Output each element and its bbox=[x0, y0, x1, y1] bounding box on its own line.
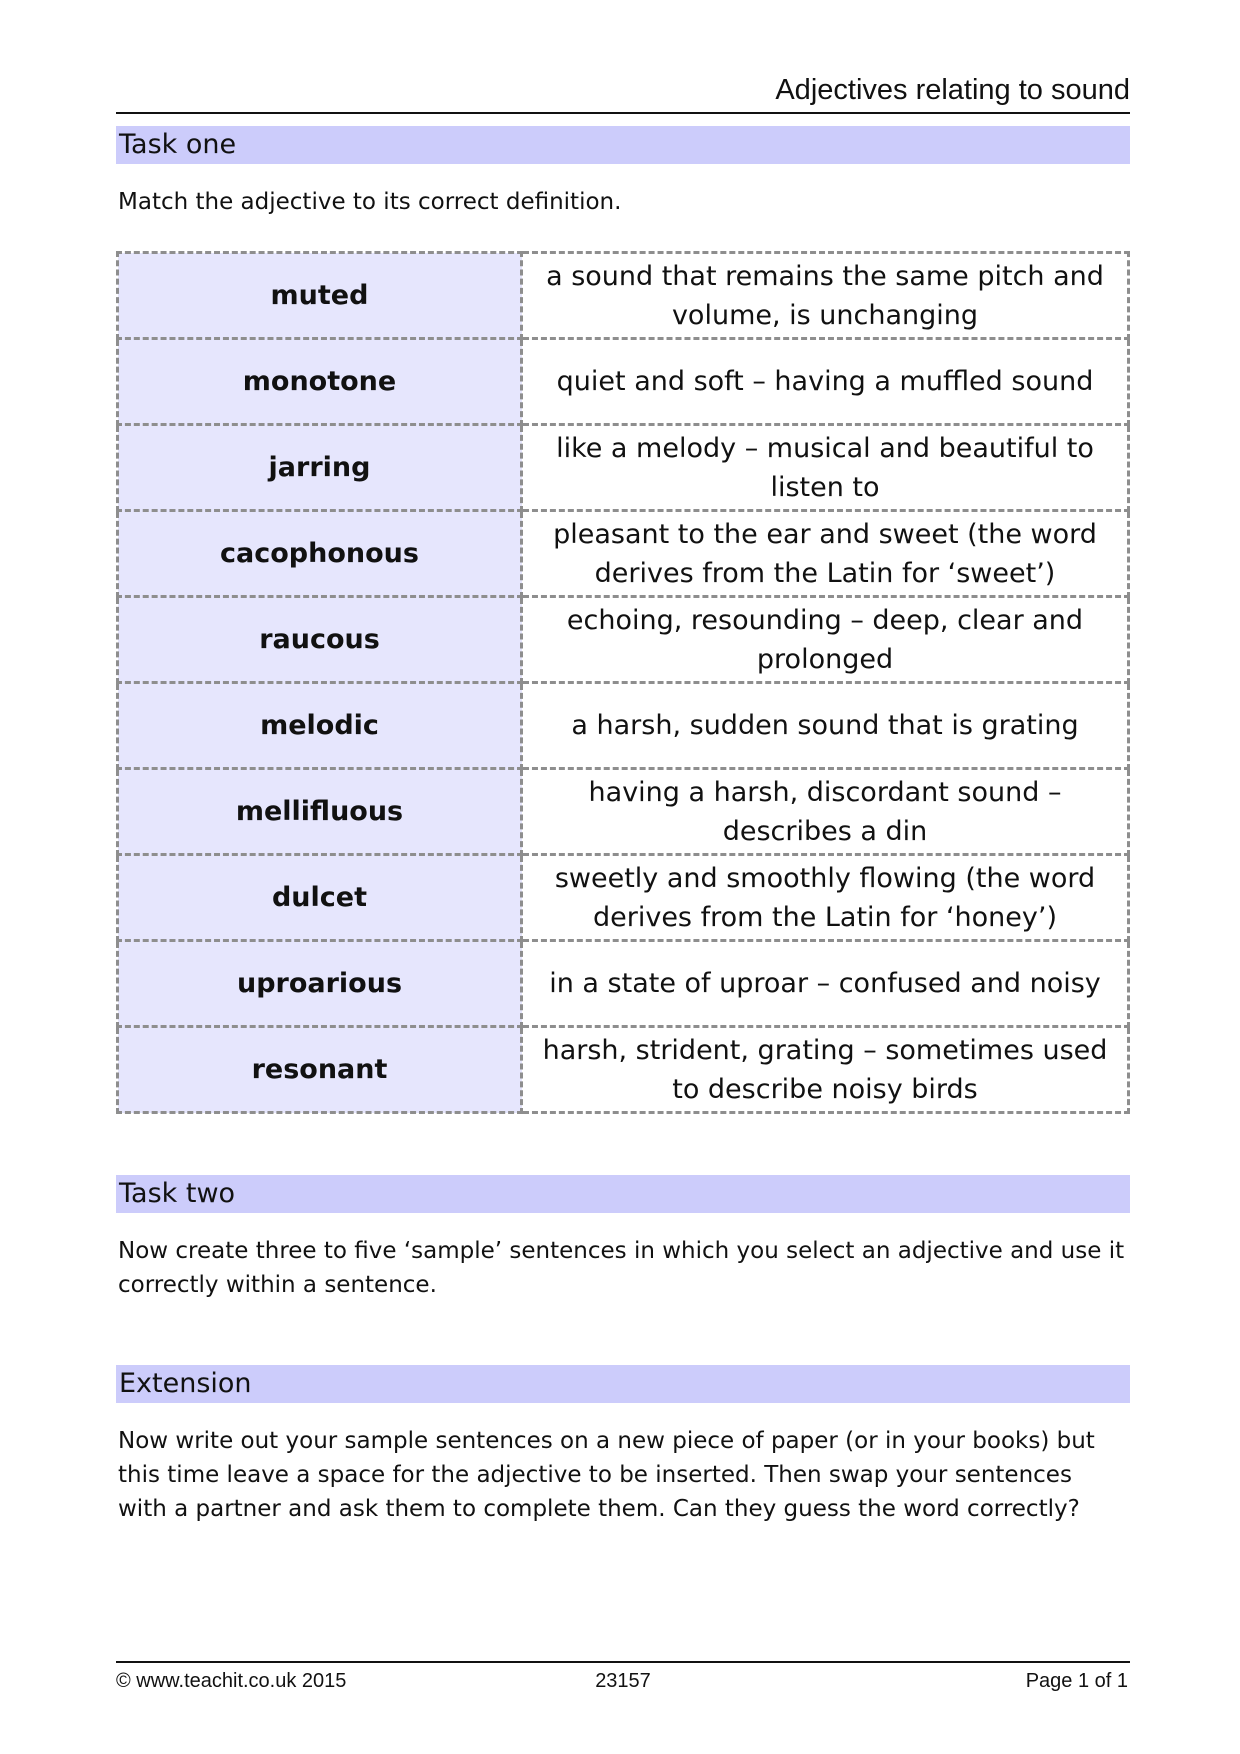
footer-copyright: © www.teachit.co.uk 2015 bbox=[116, 1670, 347, 1692]
adjective-cell: muted bbox=[118, 253, 522, 339]
definition-cell: harsh, strident, grating – sometimes used to describe noisy birds bbox=[522, 1027, 1129, 1113]
footer-resource-id: 23157 bbox=[595, 1670, 651, 1692]
definition-cell: quiet and soft – having a muffled sound bbox=[522, 339, 1129, 425]
definition-cell: echoing, resounding – deep, clear and prolonged bbox=[522, 597, 1129, 683]
definition-cell: sweetly and smoothly flowing (the word derives from the Latin for ‘honey’) bbox=[522, 855, 1129, 941]
adjective-cell: raucous bbox=[118, 597, 522, 683]
adjective-cell: jarring bbox=[118, 425, 522, 511]
adjective-cell: cacophonous bbox=[118, 511, 522, 597]
table-row bbox=[118, 425, 1129, 511]
extension-text: Now write out your sample sentences on a new piece of paper (or in your books) but this time leave a space for the adjective to be inserted. Then swap your sentences with a partner and ask them to complete them. Can they guess the word correctly? bbox=[118, 1428, 1095, 1522]
definition-cell: like a melody – musical and beautiful to listen to bbox=[522, 425, 1129, 511]
adjective-cell: dulcet bbox=[118, 855, 522, 941]
table-row bbox=[118, 1027, 1129, 1113]
adjective-cell: mellifluous bbox=[118, 769, 522, 855]
adjective-cell: melodic bbox=[118, 683, 522, 769]
definition-cell: in a state of uproar – confused and noisy bbox=[522, 941, 1129, 1027]
task-two-heading: Task two bbox=[116, 1175, 1130, 1213]
table-row bbox=[118, 339, 1129, 425]
definition-cell: a harsh, sudden sound that is grating bbox=[522, 683, 1129, 769]
definition-cell: pleasant to the ear and sweet (the word derives from the Latin for ‘sweet’) bbox=[522, 511, 1129, 597]
footer-page-number: Page 1 of 1 bbox=[1025, 1670, 1128, 1692]
table-row bbox=[118, 511, 1129, 597]
table-row bbox=[118, 941, 1129, 1027]
table-row bbox=[118, 597, 1129, 683]
page-footer bbox=[116, 1661, 1130, 1697]
adjective-cell: monotone bbox=[118, 339, 522, 425]
definition-cell: a sound that remains the same pitch and volume, is unchanging bbox=[522, 253, 1129, 339]
task-one-instruction: Match the adjective to its correct definition. bbox=[118, 189, 622, 215]
page-header bbox=[116, 70, 1130, 114]
table-row bbox=[118, 769, 1129, 855]
table-row bbox=[118, 253, 1129, 339]
adjective-cell: resonant bbox=[118, 1027, 522, 1113]
task-two-text: Now create three to five ‘sample’ sentences in which you select an adjective and use it correctly within a sentence. bbox=[118, 1238, 1125, 1298]
page-title: Adjectives relating to sound bbox=[775, 74, 1130, 106]
matching-table bbox=[116, 251, 1130, 1114]
table-row bbox=[118, 683, 1129, 769]
definition-cell: having a harsh, discordant sound – describes a din bbox=[522, 769, 1129, 855]
table-row bbox=[118, 855, 1129, 941]
extension-heading: Extension bbox=[116, 1365, 1130, 1403]
task-one-heading: Task one bbox=[116, 126, 1130, 164]
adjective-cell: uproarious bbox=[118, 941, 522, 1027]
